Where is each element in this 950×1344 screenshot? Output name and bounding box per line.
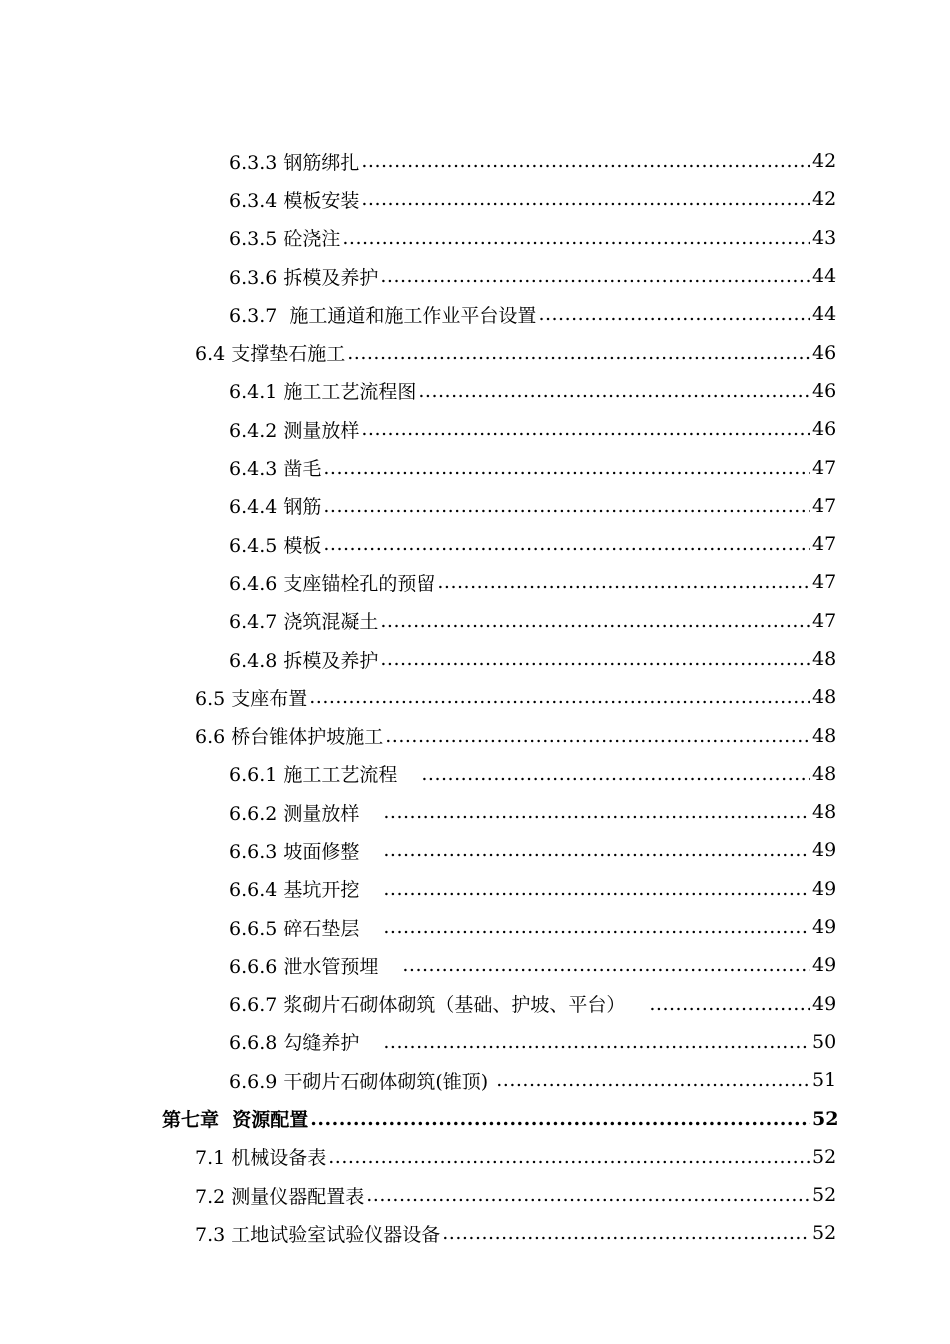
toc-entry[interactable]	[0, 295, 950, 333]
toc-dot-leader	[323, 495, 810, 517]
toc-entry-page-number: 52	[812, 1222, 837, 1245]
toc-entry-title: 6.4 支撑垫石施工	[195, 343, 346, 366]
toc-dot-leader	[649, 993, 810, 1015]
toc-entry[interactable]	[0, 219, 950, 257]
toc-dot-leader	[442, 1222, 810, 1244]
toc-entry-page-number: 44	[812, 303, 837, 326]
toc-entry[interactable]	[0, 333, 950, 371]
toc-entry-title: 6.6 桥台锥体护坡施工	[195, 726, 384, 749]
toc-entry-page-number: 47	[812, 494, 837, 517]
toc-dot-leader	[361, 150, 810, 172]
toc-entry-title: 6.3.6 拆模及养护	[229, 266, 379, 289]
toc-entry-title: 6.5 支座布置	[195, 687, 308, 710]
toc-entry-title: 6.4.3 凿毛	[229, 458, 322, 481]
toc-entry[interactable]	[0, 372, 950, 410]
toc-dot-leader	[385, 725, 810, 747]
toc-entry-page-number: 52	[812, 1184, 837, 1207]
toc-dot-leader	[437, 571, 810, 593]
toc-dot-leader	[383, 916, 810, 938]
toc-entry[interactable]	[0, 640, 950, 678]
toc-entry[interactable]	[0, 755, 950, 793]
toc-dot-leader	[361, 188, 810, 210]
toc-entry[interactable]	[0, 525, 950, 563]
toc-dot-leader	[347, 342, 810, 364]
toc-entry-title: 6.6.9 干砌片石砌体砌筑(锥顶)	[229, 1070, 495, 1093]
toc-entry[interactable]	[0, 946, 950, 984]
toc-entry-title: 7.3 工地试验室试验仪器设备	[195, 1223, 441, 1246]
toc-entry[interactable]	[0, 1023, 950, 1061]
toc-entry-page-number: 48	[812, 724, 837, 747]
toc-entry-page-number: 49	[812, 954, 837, 977]
toc-entry-title: 6.6.2 测量放样	[229, 802, 360, 825]
toc-entry[interactable]	[0, 180, 950, 218]
toc-entry[interactable]	[0, 1214, 950, 1252]
toc-entry-page-number: 47	[812, 456, 837, 479]
toc-entry-page-number: 49	[812, 916, 837, 939]
toc-entry-page-number: 48	[812, 801, 837, 824]
toc-entry[interactable]	[0, 831, 950, 869]
toc-dot-leader	[421, 763, 810, 785]
toc-dot-leader	[402, 954, 810, 976]
toc-entry[interactable]	[0, 908, 950, 946]
toc-entry-title: 7.2 测量仪器配置表	[195, 1185, 365, 1208]
toc-entry[interactable]	[0, 410, 950, 448]
toc-entry-title: 6.6.7 浆砌片石砌体砌筑（基础、护坡、平台）	[229, 994, 626, 1017]
toc-dot-leader	[366, 1184, 810, 1206]
toc-dot-leader	[380, 610, 810, 632]
toc-entry-page-number: 48	[812, 648, 837, 670]
toc-dot-leader	[323, 457, 810, 479]
toc-entry-title: 6.4.7 浇筑混凝土	[229, 611, 379, 634]
toc-dot-leader	[328, 1146, 810, 1168]
toc-entry[interactable]	[0, 716, 950, 754]
toc-entry-title: 6.6.1 施工工艺流程	[229, 764, 398, 787]
toc-entry-page-number: 47	[812, 533, 837, 556]
toc-entry-page-number: 47	[812, 571, 837, 594]
toc-dot-leader	[383, 801, 810, 823]
toc-entry[interactable]	[0, 793, 950, 831]
toc-entry-page-number: 48	[812, 686, 837, 709]
toc-entry-title: 6.3.7 施工通道和施工作业平台设置	[229, 304, 537, 327]
toc-entry-title: 6.6.4 基坑开挖	[229, 879, 360, 902]
toc-entry-title: 6.6.6 泄水管预埋	[229, 955, 379, 978]
toc-entry-title: 6.6.3 坡面修整	[229, 840, 360, 863]
toc-entry-page-number: 49	[812, 877, 837, 900]
toc-entry-title: 6.3.3 钢筋绑扎	[229, 151, 360, 174]
toc-entry[interactable]	[0, 1138, 950, 1176]
toc-entry[interactable]	[0, 602, 950, 640]
toc-entry-page-number: 48	[812, 762, 837, 785]
toc-entry-title: 6.4.2 测量放样	[229, 419, 360, 442]
toc-entry-page-number: 47	[812, 609, 837, 632]
toc-entry-title: 6.6.5 碎石垫层	[229, 917, 360, 940]
toc-entry[interactable]	[0, 1176, 950, 1214]
toc-dot-leader	[418, 380, 810, 402]
toc-entry[interactable]	[0, 142, 950, 180]
toc-dot-leader	[310, 1108, 810, 1130]
toc-dot-leader	[380, 648, 810, 670]
toc-entry-title: 6.4.6 支座锚栓孔的预留	[229, 572, 436, 595]
toc-entry-page-number: 49	[812, 992, 837, 1015]
toc-dot-leader	[309, 686, 810, 708]
toc-dot-leader	[383, 839, 810, 861]
toc-entry[interactable]	[0, 985, 950, 1023]
toc-entry-title: 6.3.5 砼浇注	[229, 228, 341, 251]
toc-entry[interactable]	[0, 678, 950, 716]
table-of-contents	[0, 142, 950, 1253]
toc-entry[interactable]	[0, 1061, 950, 1099]
toc-entry[interactable]	[0, 487, 950, 525]
toc-entry-title: 6.4.4 钢筋	[229, 496, 322, 519]
toc-entry-page-number: 50	[812, 1030, 837, 1053]
toc-entry-page-number: 43	[812, 226, 837, 249]
toc-dot-leader	[383, 878, 810, 900]
toc-entry-title: 6.4.8 拆模及养护	[229, 649, 379, 672]
toc-dot-leader	[342, 227, 810, 249]
toc-entry-title: 7.1 机械设备表	[195, 1147, 327, 1170]
toc-entry-title: 6.4.5 模板	[229, 534, 322, 557]
toc-entry-title: 第七章 资源配置	[162, 1109, 309, 1132]
toc-entry-page-number: 46	[812, 418, 837, 441]
toc-dot-leader	[323, 533, 810, 555]
toc-entry-page-number: 42	[812, 188, 837, 211]
toc-entry-page-number: 52	[812, 1145, 837, 1168]
toc-dot-leader	[538, 303, 810, 325]
toc-entry[interactable]	[0, 563, 950, 601]
toc-dot-leader	[383, 1031, 810, 1053]
toc-entry[interactable]	[0, 1099, 950, 1137]
toc-entry-title: 6.6.8 勾缝养护	[229, 1032, 360, 1055]
toc-entry-title: 6.4.1 施工工艺流程图	[229, 381, 417, 404]
toc-entry-page-number: 49	[812, 839, 837, 862]
toc-entry[interactable]	[0, 257, 950, 295]
toc-entry[interactable]	[0, 448, 950, 486]
toc-entry-title: 6.3.4 模板安装	[229, 189, 360, 212]
toc-entry-page-number: 46	[812, 379, 837, 402]
toc-entry-page-number: 52	[812, 1107, 839, 1130]
toc-dot-leader	[361, 418, 810, 440]
toc-dot-leader	[496, 1069, 810, 1091]
toc-dot-leader	[380, 265, 810, 287]
toc-entry-page-number: 51	[812, 1069, 837, 1092]
toc-entry[interactable]	[0, 870, 950, 908]
toc-entry-page-number: 42	[812, 150, 837, 173]
toc-entry-page-number: 44	[812, 265, 837, 288]
toc-entry-page-number: 46	[812, 341, 837, 364]
